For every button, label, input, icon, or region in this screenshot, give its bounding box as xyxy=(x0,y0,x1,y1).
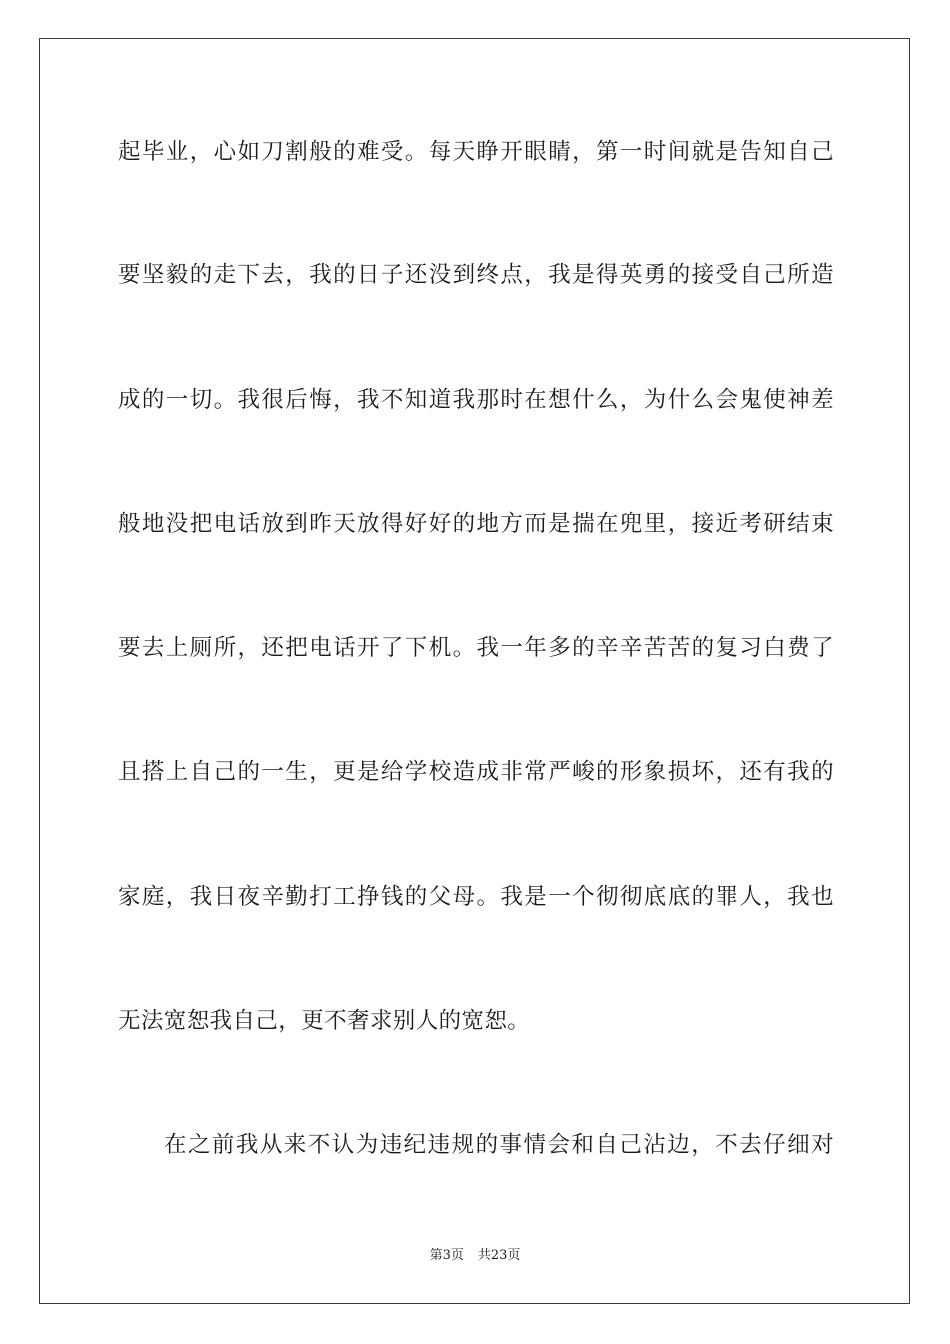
body-text-line: 无法宽恕我自己，更不奢求别人的宽恕。 xyxy=(118,1008,531,1034)
page-footer xyxy=(0,1247,950,1265)
body-text-line: 般地没把电话放到昨天放得好好的地方而是揣在兜里，接近考研结束 xyxy=(118,511,834,537)
body-text-line: 要坚毅的走下去，我的日子还没到终点，我是得英勇的接受自己所造 xyxy=(118,262,834,288)
body-text-line: 家庭，我日夜辛勤打工挣钱的父母。我是一个彻彻底底的罪人，我也 xyxy=(118,884,834,910)
body-text-line: 且搭上自己的一生，更是给学校造成非常严峻的形象损坏，还有我的 xyxy=(118,759,834,785)
page-border xyxy=(39,38,910,1304)
page-number: 第3页 xyxy=(429,1248,464,1263)
total-pages: 共23页 xyxy=(477,1248,521,1263)
body-text-line: 要去上厕所，还把电话开了下机。我一年多的辛辛苦苦的复习白费了 xyxy=(118,635,834,661)
body-text-line: 起毕业，心如刀割般的难受。每天睁开眼睛，第一时间就是告知自己 xyxy=(118,139,834,165)
body-text-line: 成的一切。我很后悔，我不知道我那时在想什么，为什么会鬼使神差 xyxy=(118,387,834,413)
paragraph-first-line: 在之前我从来不认为违纪违规的事情会和自己沾边，不去仔细对 xyxy=(164,1132,834,1158)
